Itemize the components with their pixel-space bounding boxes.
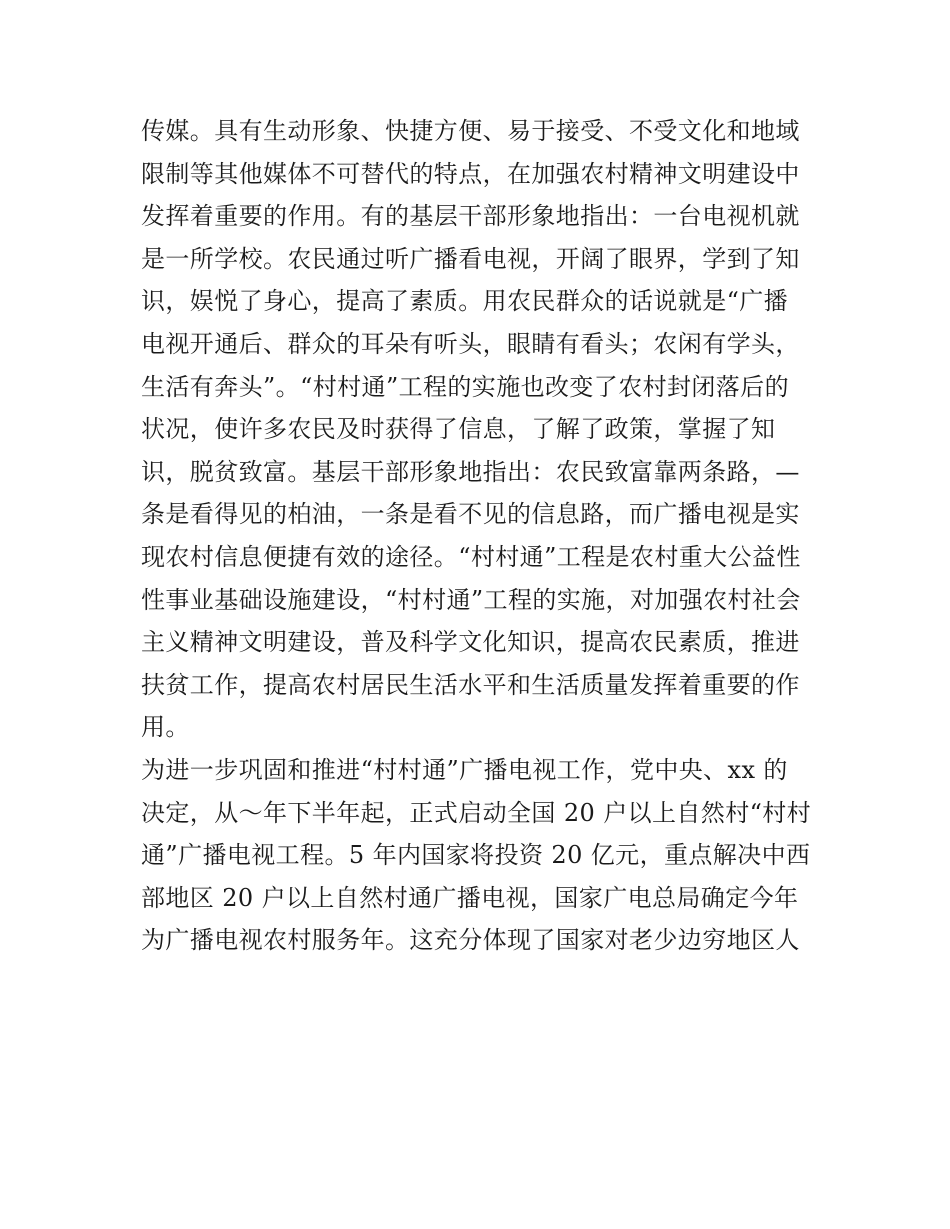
- text-line: 部地区 20 户以上自然村通广播电视，国家广电总局确定今年: [141, 883, 799, 912]
- text-line: 主义精神文明建设，普及科学文化知识，提高农民素质，推进: [141, 628, 800, 657]
- paragraph-2: [141, 749, 821, 962]
- text-line: 性事业基础设施建设，“村村通”工程的实施，对加强农村社会: [141, 585, 801, 614]
- text-line: 为进一步巩固和推进“村村通”广播电视工作，党中央、xx 的: [141, 755, 788, 784]
- body-text: [141, 110, 821, 962]
- text-line: 用。: [141, 713, 190, 742]
- text-line: 传媒。具有生动形象、快捷方便、易于接受、不受文化和地域: [141, 117, 800, 145]
- text-line: 识，娱悦了身心，提高了素质。用农民群众的话说就是“广播: [141, 287, 789, 316]
- text-line: 发挥着重要的作用。有的基层干部形象地指出：一台电视机就: [141, 202, 800, 231]
- text-line: 现农村信息便捷有效的途径。“村村通”工程是农村重大公益性: [141, 542, 801, 571]
- text-line: 生活有奔头”。“村村通”工程的实施也改变了农村封闭落后的: [141, 372, 790, 401]
- text-line: 电视开通后、群众的耳朵有听头，眼睛有看头；农闲有学头，: [141, 329, 800, 358]
- text-line: 状况，使许多农民及时获得了信息，了解了政策，掌握了知: [141, 415, 776, 444]
- text-line: 识，脱贫致富。基层干部形象地指出：农民致富靠两条路，—: [141, 457, 800, 486]
- text-line: 为广播电视农村服务年。这充分体现了国家对老少边穷地区人: [141, 926, 800, 955]
- text-line: 扶贫工作，提高农村居民生活水平和生活质量发挥着重要的作: [141, 670, 800, 699]
- text-line: 决定，从～年下半年起，正式启动全国 20 户以上自然村“村村: [141, 798, 812, 827]
- text-line: 限制等其他媒体不可替代的特点，在加强农村精神文明建设中: [141, 159, 800, 188]
- text-line: 是一所学校。农民通过听广播看电视，开阔了眼界，学到了知: [141, 244, 800, 273]
- text-line: 通”广播电视工程。5 年内国家将投资 20 亿元，重点解决中西: [141, 841, 811, 870]
- paragraph-1: [141, 110, 821, 749]
- text-line: 条是看得见的柏油，一条是看不见的信息路，而广播电视是实: [141, 500, 800, 529]
